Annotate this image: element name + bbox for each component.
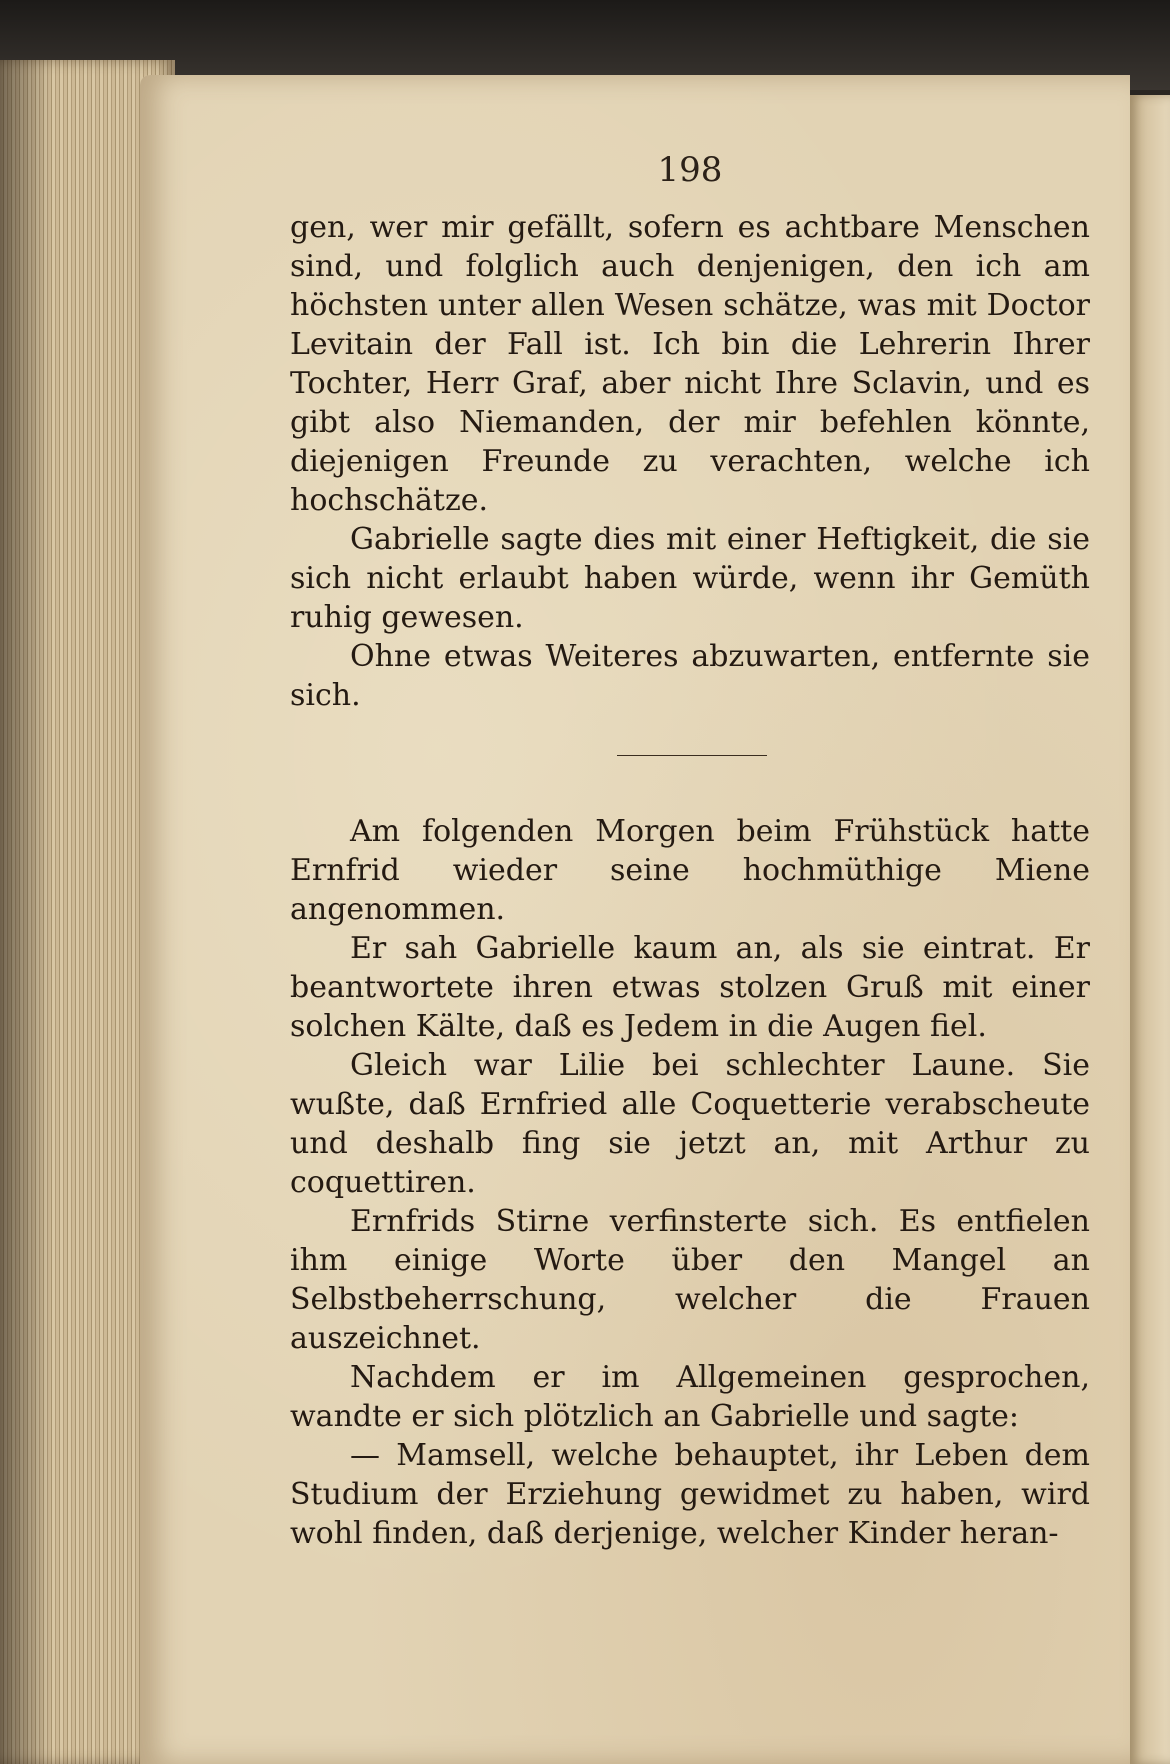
paragraph-continued: gen, wer mir gefällt, sofern es achtbare Menschen sind, und folglich auch denjenigen, den ich am höchsten unter allen Wesen schätze, was mit Doctor Levitain der Fall ist. Ich bin die Lehrerin Ihrer Tochter, Herr Graf, aber nicht Ihre Sclavin, und es gibt also Niemanden, der mir befehlen könnte, diejenigen Freunde zu verachten, welche ich hochschätze. bbox=[290, 210, 1090, 518]
facing-page-edge bbox=[1130, 95, 1170, 1764]
page-text bbox=[290, 208, 1090, 1553]
paragraph: Ernfrids Stirne verfinsterte sich. Es entfielen ihm einige Worte über den Mangel an Selbstbeherrschung, welcher die Frauen auszeichnet. bbox=[290, 1204, 1090, 1356]
paragraph: Er sah Gabrielle kaum an, als sie eintrat. Er beantwortete ihren etwas stolzen Gruß mit einer solchen Kälte, daß es Jedem in die Augen fiel. bbox=[290, 931, 1090, 1044]
page-number: 198 bbox=[657, 150, 723, 190]
paragraph: Gleich war Lilie bei schlechter Laune. Sie wußte, daß Ernfried alle Coquetterie verabscheute und deshalb fing sie jetzt an, mit Arthur zu coquettiren. bbox=[290, 1048, 1090, 1200]
paragraph: Ohne etwas Weiteres abzuwarten, entfernte sie sich. bbox=[290, 639, 1090, 713]
paragraph: — Mamsell, welche behauptet, ihr Leben dem Studium der Erziehung gewidmet zu haben, wird wohl finden, daß derjenige, welcher Kinder heran- bbox=[290, 1438, 1090, 1551]
paragraph: Am folgenden Morgen beim Frühstück hatte Ernfrid wieder seine hochmüthige Miene angenommen. bbox=[290, 814, 1090, 927]
paragraph: Nachdem er im Allgemeinen gesprochen, wandte er sich plötzlich an Gabrielle und sagte: bbox=[290, 1360, 1090, 1434]
paragraph: Gabrielle sagte dies mit einer Heftigkeit, die sie sich nicht erlaubt haben würde, wenn ihr Gemüth ruhig gewesen. bbox=[290, 522, 1090, 635]
section-divider bbox=[617, 755, 767, 756]
